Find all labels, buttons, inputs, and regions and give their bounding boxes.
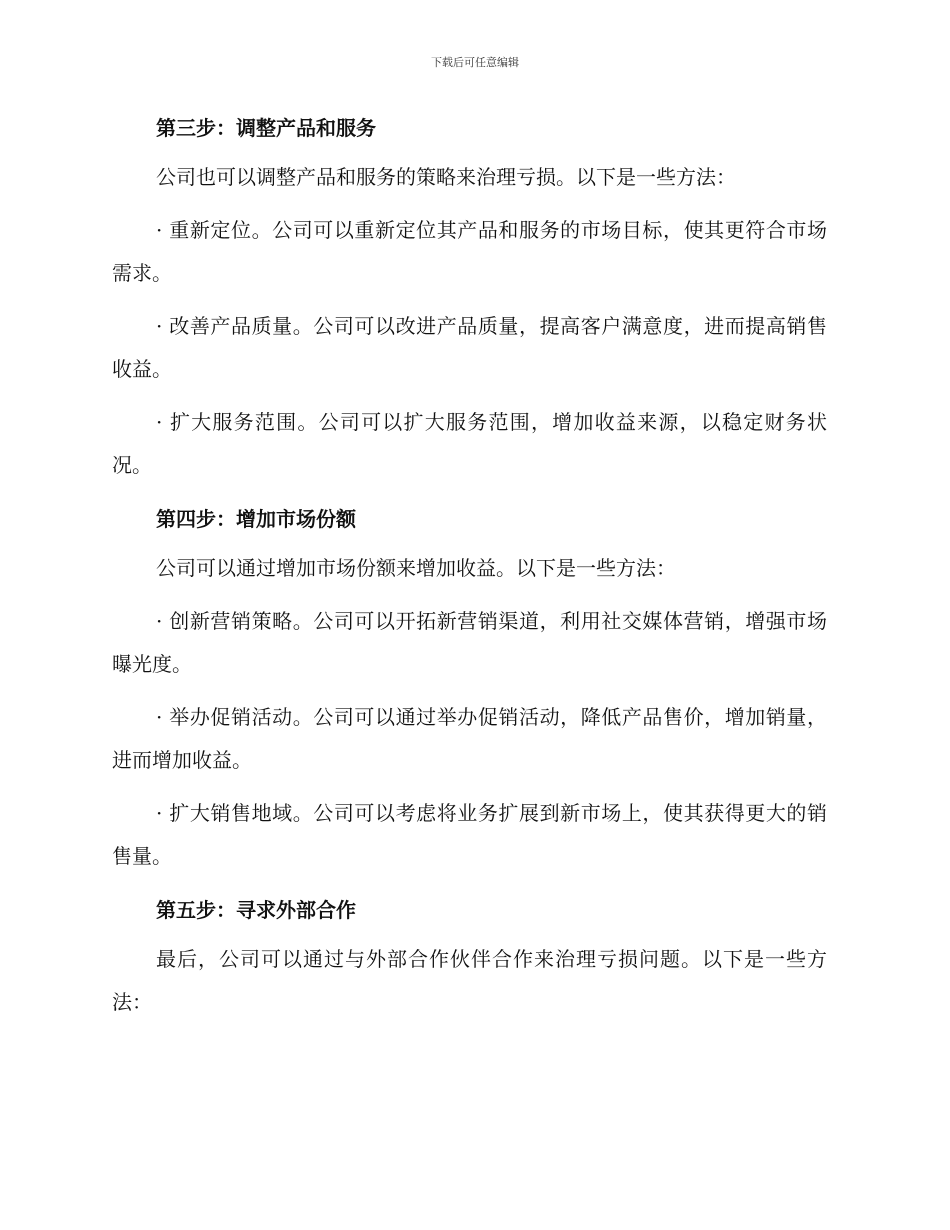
section-step-three (112, 108, 827, 487)
section-heading: 第三步：调整产品和服务 (156, 116, 376, 140)
section-intro: 公司可以通过增加市场份额来增加收益。以下是一些方法： (156, 556, 676, 580)
list-item: · 创新营销策略。公司可以开拓新营销渠道，利用社交媒体营销，增强市场曝光度。 (112, 609, 827, 676)
list-item: · 改善产品质量。公司可以改进产品质量，提高客户满意度，进而提高销售收益。 (112, 314, 827, 381)
list-item: · 重新定位。公司可以重新定位其产品和服务的市场目标，使其更符合市场需求。 (112, 218, 827, 285)
list-item: · 举办促销活动。公司可以通过举办促销活动，降低产品售价，增加销量，进而增加收益。 (112, 705, 827, 772)
page-header: 下载后可任意编辑 (431, 56, 519, 69)
section-heading: 第五步：寻求外部合作 (156, 898, 356, 922)
list-item: · 扩大服务范围。公司可以扩大服务范围，增加收益来源，以稳定财务状况。 (112, 410, 827, 477)
document-body (112, 108, 827, 1036)
section-intro: 公司也可以调整产品和服务的策略来治理亏损。以下是一些方法： (156, 165, 736, 189)
section-heading: 第四步：增加市场份额 (156, 507, 356, 531)
list-item: · 扩大销售地域。公司可以考虑将业务扩展到新市场上，使其获得更大的销售量。 (112, 801, 827, 868)
section-intro: 最后，公司可以通过与外部合作伙伴合作来治理亏损问题。以下是一些方法： (112, 947, 827, 1014)
section-step-five (112, 890, 827, 1024)
section-step-four (112, 499, 827, 878)
